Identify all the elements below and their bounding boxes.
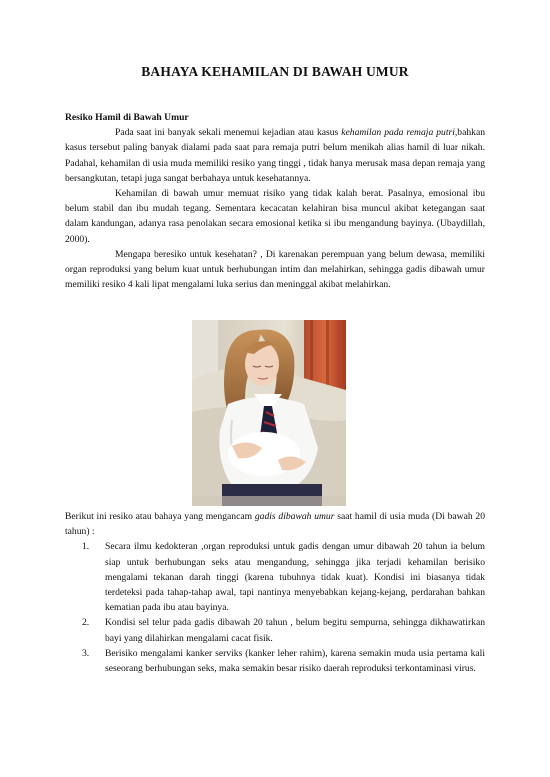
list-item-text: Secara ilmu kedokteran ,organ reproduksi untuk gadis dengan umur dibawah 20 tahun ia belum siap untuk berhubungan seks atau mengandung, sehingga jika terjadi kehamilan berisiko mengalami tekanan darah tinggi (karena tubuhnya tidak kuat). Kondisi ini biasanya tidak terdeteksi pada tahap-tahap awal, tapi nantinya menyebabkan kejang-kejang, perdarahan bahkan kematian pada ibu atau bayinya. xyxy=(105,541,485,614)
section-risk xyxy=(65,110,485,292)
paragraph-1-text-start: Pada saat ini banyak sekali menemui kejadian atau kasus xyxy=(115,127,342,139)
list-intro-text-start: Berikut ini resiko atau bahaya yang mengancam xyxy=(65,511,255,522)
list-item xyxy=(82,646,485,676)
paragraph-2: Kehamilan di bawah umur memuat risiko yang tidak kalah berat. Pasalnya, emosional ibu belum stabil dan ibu mudah tegang. Sementara kecacatan kelahiran bisa muncul akibat ketegangan saat dalam kandungan, adanya rasa penolakan secara emosional ketika si ibu mengandung bayinya. (Ubaydillah, 2000). xyxy=(65,188,485,245)
list-intro xyxy=(65,509,485,539)
section-risk-list xyxy=(65,509,485,676)
list-item xyxy=(82,615,485,645)
section-heading: Resiko Hamil di Bawah Umur xyxy=(65,112,189,123)
paragraph-1-italic: kehamilan pada remaja putri xyxy=(341,127,455,139)
photo-illustration xyxy=(192,320,346,506)
paragraph-1 xyxy=(65,125,485,186)
list-item xyxy=(82,539,485,615)
paragraph-3: Mengapa beresiko untuk kesehatan? , Di karenakan perempuan yang belum dewasa, memiliki organ reproduksi yang belum kuat untuk berhubungan intim dan melahirkan, sehingga gadis dibawah umur memiliki resiko 4 kali lipat mengalami luka serius dan meninggal akibat melahirkan. xyxy=(65,248,485,291)
list-intro-text-end: saat hamil di usia muda (Di bawah 20 tahun) : xyxy=(65,511,485,538)
list-item-number: 3. xyxy=(82,647,90,659)
list-intro-italic: gadis dibawah umur xyxy=(254,511,335,522)
list-item-number: 2. xyxy=(82,617,90,629)
document-title: BAHAYA KEHAMILAN DI BAWAH UMUR xyxy=(141,64,409,79)
list-item-number: 1. xyxy=(82,541,90,553)
paragraph-1-text-end: ,bahkan kasus tersebut paling banyak dialami pada saat para remaja putri belum menikah alias hamil di luar nikah. Padahal, kehamilan di usia muda memiliki resiko yang tinggi , tidak hanya merusak masa depan remaja yang bersangkutan, tetapi juga sangat berbahaya untuk kesehatannya. xyxy=(65,127,486,184)
list-item-text: Berisiko mengalami kanker serviks (kanker leher rahim), karena semakin muda usia pertama kali seseorang berhubungan seks, maka semakin besar risiko daerah reproduksi terkontaminasi virus. xyxy=(105,647,485,675)
list-item-text: Kondisi sel telur pada gadis dibawah 20 tahun , belum begitu sempurna, sehingga dikhawatirkan bayi yang dilahirkan mengalami cacat fisik. xyxy=(105,617,485,644)
pregnant-teen-photo xyxy=(192,320,346,506)
risk-list xyxy=(65,539,485,676)
